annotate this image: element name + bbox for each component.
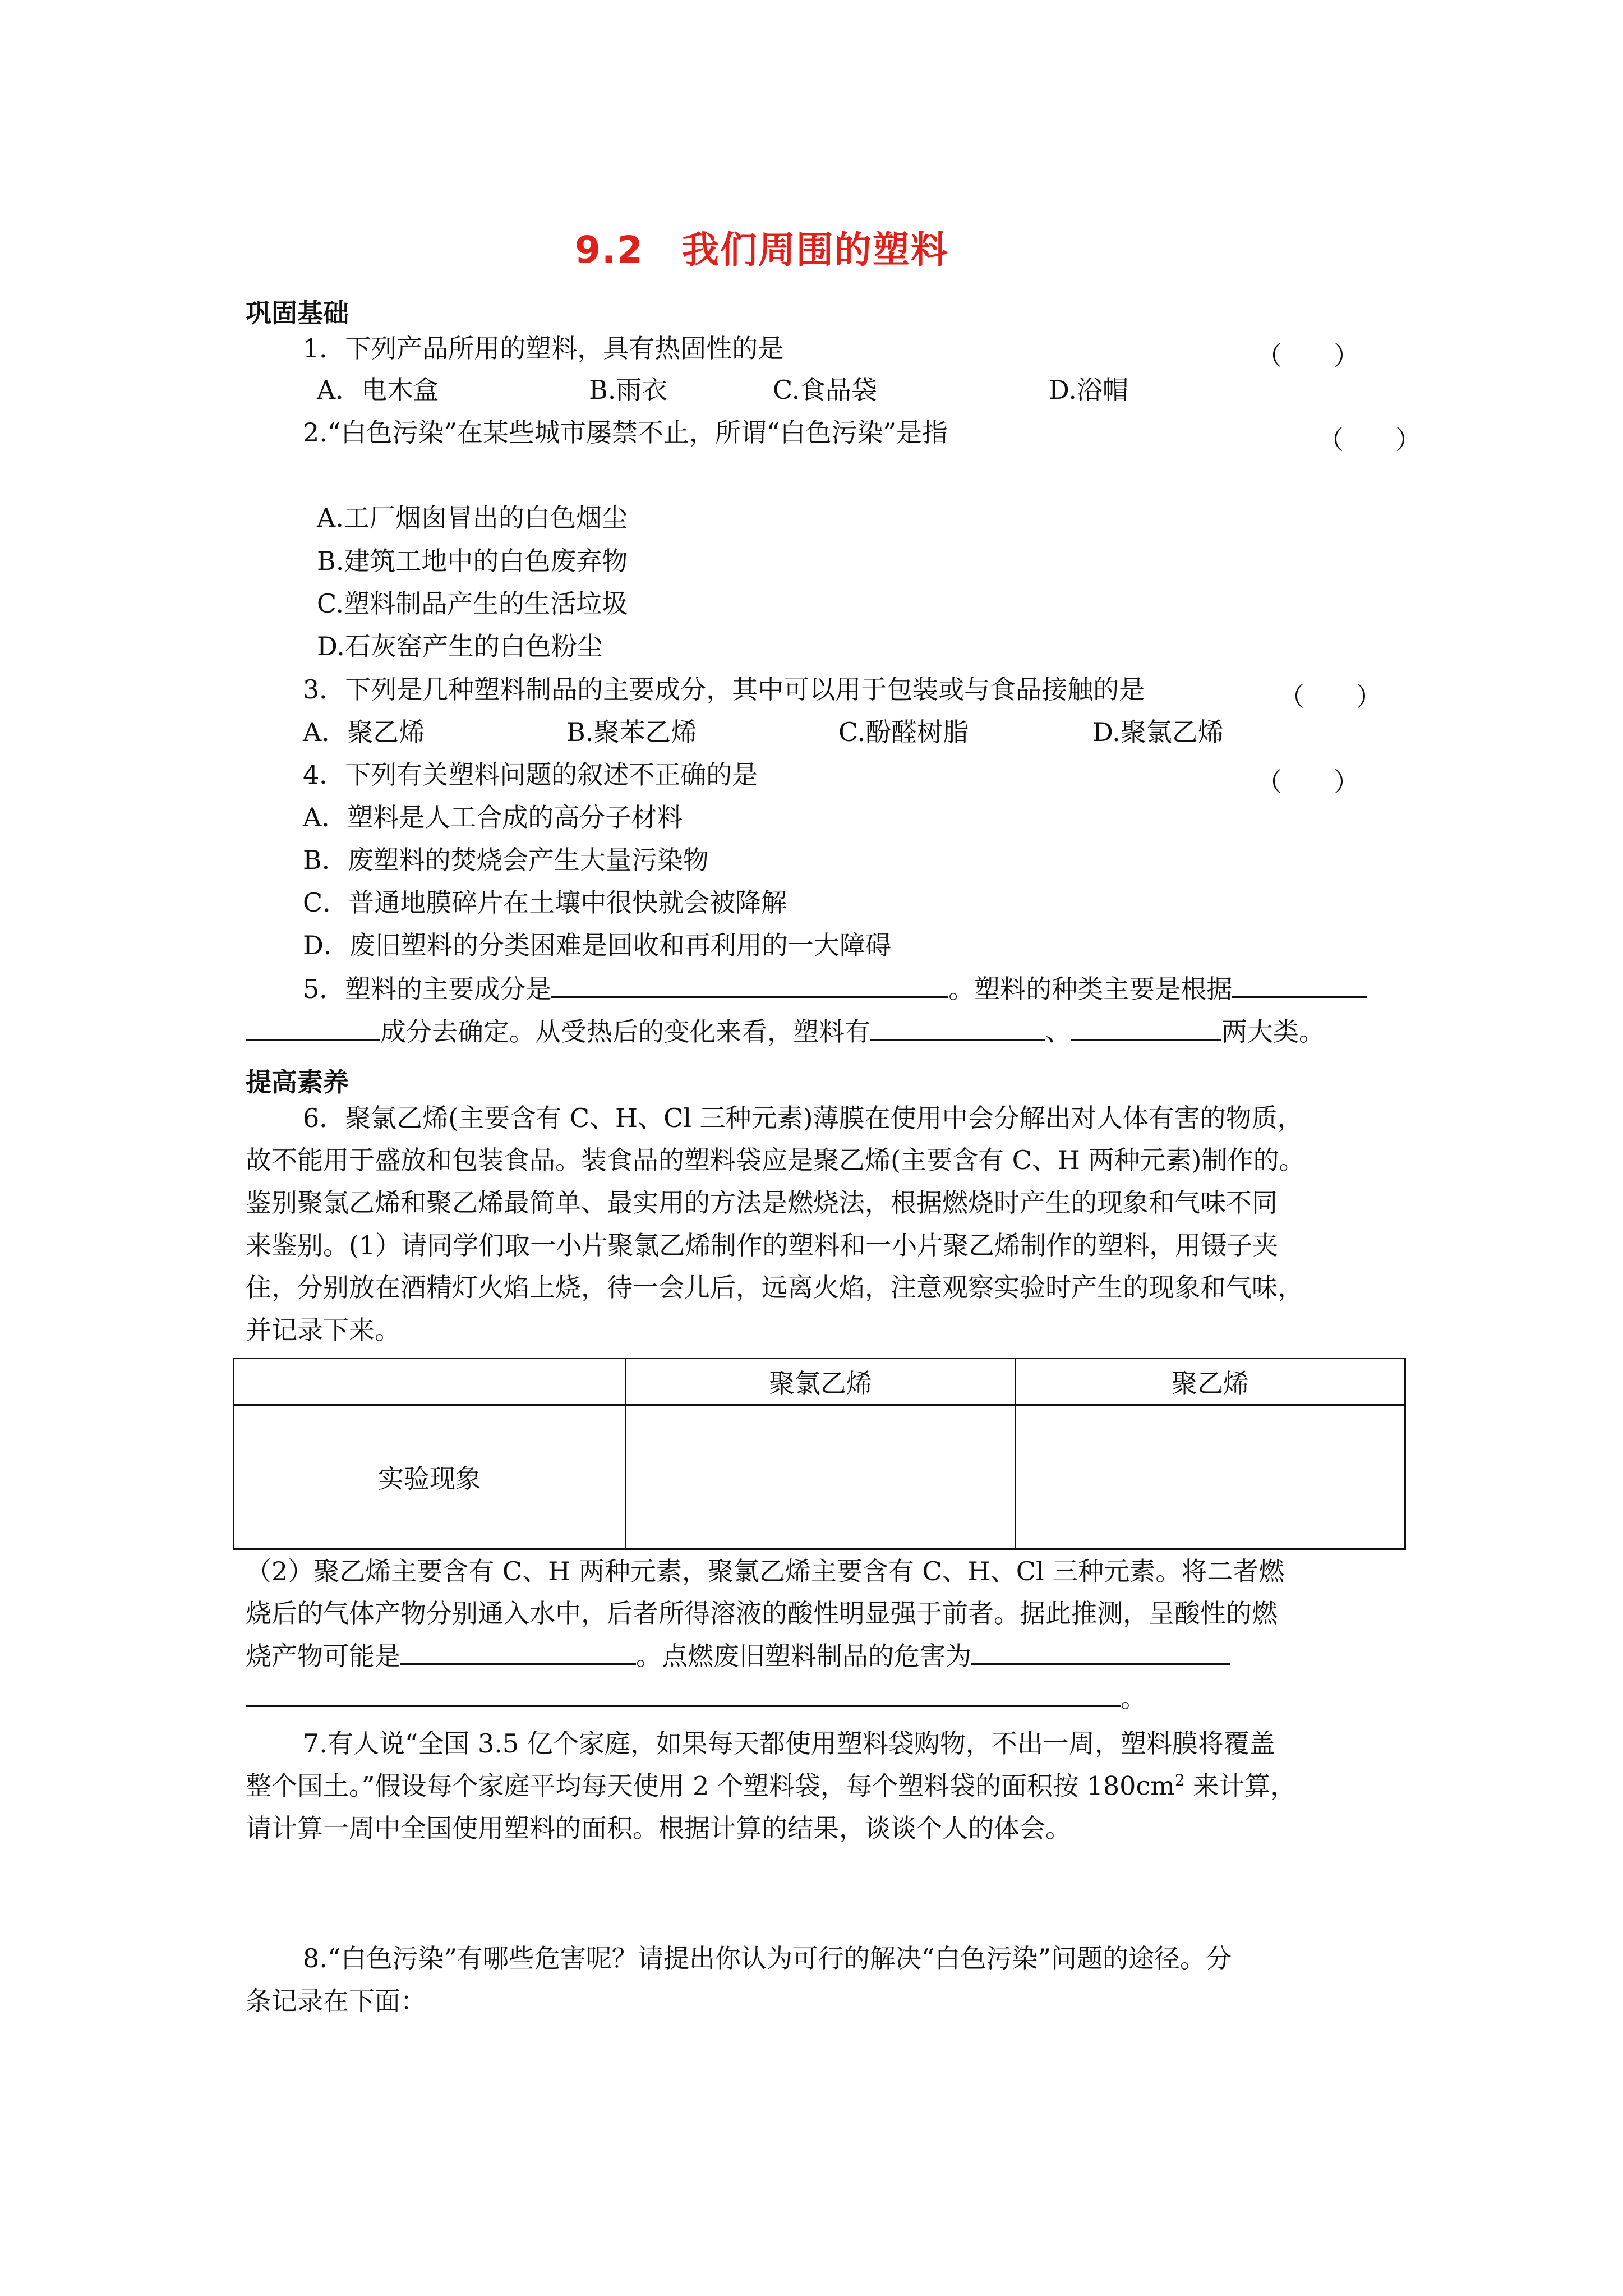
q1-option-d: D.浴帽 bbox=[1049, 375, 1128, 405]
table-row bbox=[234, 1405, 1405, 1549]
q5-text-4: 、 bbox=[1045, 1016, 1071, 1047]
q8-line1: 8.“白色污染”有哪些危害呢？请提出你认为可行的解决“白色污染”问题的途径。分 bbox=[303, 1943, 1232, 1973]
table-header-empty bbox=[234, 1359, 626, 1405]
table-cell-pvc-observation[interactable] bbox=[625, 1405, 1015, 1549]
q3-answer-paren[interactable]: （ ） bbox=[1279, 682, 1382, 712]
q5-text-1: 5．塑料的主要成分是 bbox=[303, 974, 552, 1004]
q6-line: 并记录下来。 bbox=[246, 1315, 400, 1345]
q1-option-c: C.食品袋 bbox=[773, 375, 878, 405]
q6-blank-acidic-product[interactable] bbox=[400, 1643, 636, 1665]
q2-option-c: C.塑料制品产生的生活垃圾 bbox=[317, 588, 628, 619]
q3-option-c: C.酚醛树脂 bbox=[838, 717, 969, 747]
q4-answer-paren[interactable]: （ ） bbox=[1256, 767, 1359, 797]
table-header-pe: 聚乙烯 bbox=[1015, 1359, 1405, 1405]
q6-line: 来鉴别。(1）请同学们取一小片聚氯乙烯制作的塑料和一小片聚乙烯制作的塑料，用镊子夹 bbox=[246, 1230, 1279, 1260]
table-cell-pe-observation[interactable] bbox=[1015, 1405, 1405, 1549]
q6-part2-line: 烧后的气体产物分别通入水中，后者所得溶液的酸性明显强于前者。据此推测，呈酸性的燃 bbox=[246, 1598, 1278, 1628]
q6-line: 住，分别放在酒精灯火焰上烧，待一会儿后，远离火焰，注意观察实验时产生的现象和气味， bbox=[246, 1272, 1303, 1303]
section-heading-basic: 巩固基础 bbox=[246, 298, 349, 328]
q5-blank-basis-a[interactable] bbox=[1232, 976, 1367, 998]
q7-superscript: 2 bbox=[1174, 1771, 1185, 1789]
page-title: 9.2 我们周围的塑料 bbox=[575, 228, 949, 272]
q1-option-a: A．电木盒 bbox=[317, 375, 439, 405]
q6-line: 6．聚氯乙烯(主要含有 C、H、Cl 三种元素)薄膜在使用中会分解出对人体有害的物质， bbox=[303, 1103, 1303, 1133]
q1-option-b: B.雨衣 bbox=[589, 375, 668, 405]
table-row-label: 实验现象 bbox=[234, 1405, 626, 1549]
q6-blank-hazard-b[interactable] bbox=[246, 1685, 1121, 1707]
table-header-row bbox=[234, 1359, 1405, 1405]
q2-option-a: A.工厂烟囱冒出的白色烟尘 bbox=[317, 503, 628, 533]
q3-option-d: D.聚氯乙烯 bbox=[1092, 717, 1224, 747]
q5-blank-main-component[interactable] bbox=[551, 976, 948, 998]
q8-line2: 条记录在下面： bbox=[246, 1986, 426, 2016]
q1-answer-paren[interactable]: （ ） bbox=[1256, 341, 1359, 371]
q2-option-b: B.建筑工地中的白色废弃物 bbox=[317, 546, 628, 576]
q2-stem: 2.“白色污染”在某些城市屡禁不止，所谓“白色污染”是指 bbox=[303, 417, 948, 448]
q1-stem: 1．下列产品所用的塑料，具有热固性的是 bbox=[303, 333, 784, 364]
q5-blank-type-2[interactable] bbox=[1071, 1019, 1221, 1041]
q6-part2-line: （2）聚乙烯主要含有 C、H 两种元素，聚氯乙烯主要含有 C、H、Cl 三种元素。将二者燃 bbox=[246, 1556, 1285, 1586]
q4-option-a: A．塑料是人工合成的高分子材料 bbox=[303, 802, 683, 832]
q3-stem: 3．下列是几种塑料制品的主要成分，其中可以用于包装或与食品接触的是 bbox=[303, 674, 1145, 705]
q6-line: 鉴别聚氯乙烯和聚乙烯最简单、最实用的方法是燃烧法，根据燃烧时产生的现象和气味不同 bbox=[246, 1188, 1278, 1218]
q5-line2 bbox=[246, 1016, 1325, 1047]
q7-line2 bbox=[246, 1770, 1297, 1801]
q5-text-2: 。塑料的种类主要是根据 bbox=[948, 974, 1233, 1004]
q7-line1: 7.有人说“全国 3.5 亿个家庭，如果每天都使用塑料袋购物，不出一周，塑料膜将覆盖 bbox=[303, 1728, 1275, 1759]
experiment-table bbox=[233, 1358, 1406, 1550]
q7-text-2a: 整个国土。”假设每个家庭平均每天使用 2 个塑料袋，每个塑料袋的面积按 180cm bbox=[246, 1770, 1175, 1801]
q7-text-2b: 来计算， bbox=[1184, 1770, 1297, 1801]
q4-stem: 4．下列有关塑料问题的叙述不正确的是 bbox=[303, 760, 758, 790]
q6-text-c: 烧产物可能是 bbox=[246, 1641, 400, 1671]
q2-option-d: D.石灰窑产生的白色粉尘 bbox=[317, 631, 603, 661]
q5-text-5: 两大类。 bbox=[1221, 1016, 1325, 1047]
q7-line3: 请计算一周中全国使用塑料的面积。根据计算的结果，谈谈个人的体会。 bbox=[246, 1813, 1071, 1843]
q5-blank-basis-b[interactable] bbox=[246, 1019, 380, 1041]
section-heading-advanced: 提高素养 bbox=[246, 1067, 349, 1097]
q4-option-b: B．废塑料的焚烧会产生大量污染物 bbox=[303, 845, 709, 875]
q6-text-d: 。点燃废旧塑料制品的危害为 bbox=[636, 1641, 971, 1671]
q5-blank-type-1[interactable] bbox=[870, 1019, 1045, 1041]
q5-line1 bbox=[303, 976, 1367, 1002]
q4-option-c: C．普通地膜碎片在土壤中很快就会被降解 bbox=[303, 887, 787, 918]
q6-blank-hazard-a[interactable] bbox=[971, 1643, 1230, 1665]
q6-line: 故不能用于盛放和包装食品。装食品的塑料袋应是聚乙烯(主要含有 C、H 两种元素)制作的。 bbox=[246, 1145, 1305, 1175]
q3-option-b: B.聚苯乙烯 bbox=[566, 717, 697, 747]
q2-answer-paren[interactable]: （ ） bbox=[1318, 425, 1421, 455]
q3-option-a: A．聚乙烯 bbox=[303, 717, 425, 747]
q6-part2-line4 bbox=[246, 1685, 1146, 1711]
q6-part2-line3 bbox=[246, 1643, 1230, 1669]
q6-end: 。 bbox=[1121, 1683, 1146, 1713]
table-header-pvc: 聚氯乙烯 bbox=[625, 1359, 1015, 1405]
q5-text-3: 成分去确定。从受热后的变化来看，塑料有 bbox=[380, 1016, 870, 1047]
q4-option-d: D．废旧塑料的分类困难是回收和再利用的一大障碍 bbox=[303, 930, 891, 960]
